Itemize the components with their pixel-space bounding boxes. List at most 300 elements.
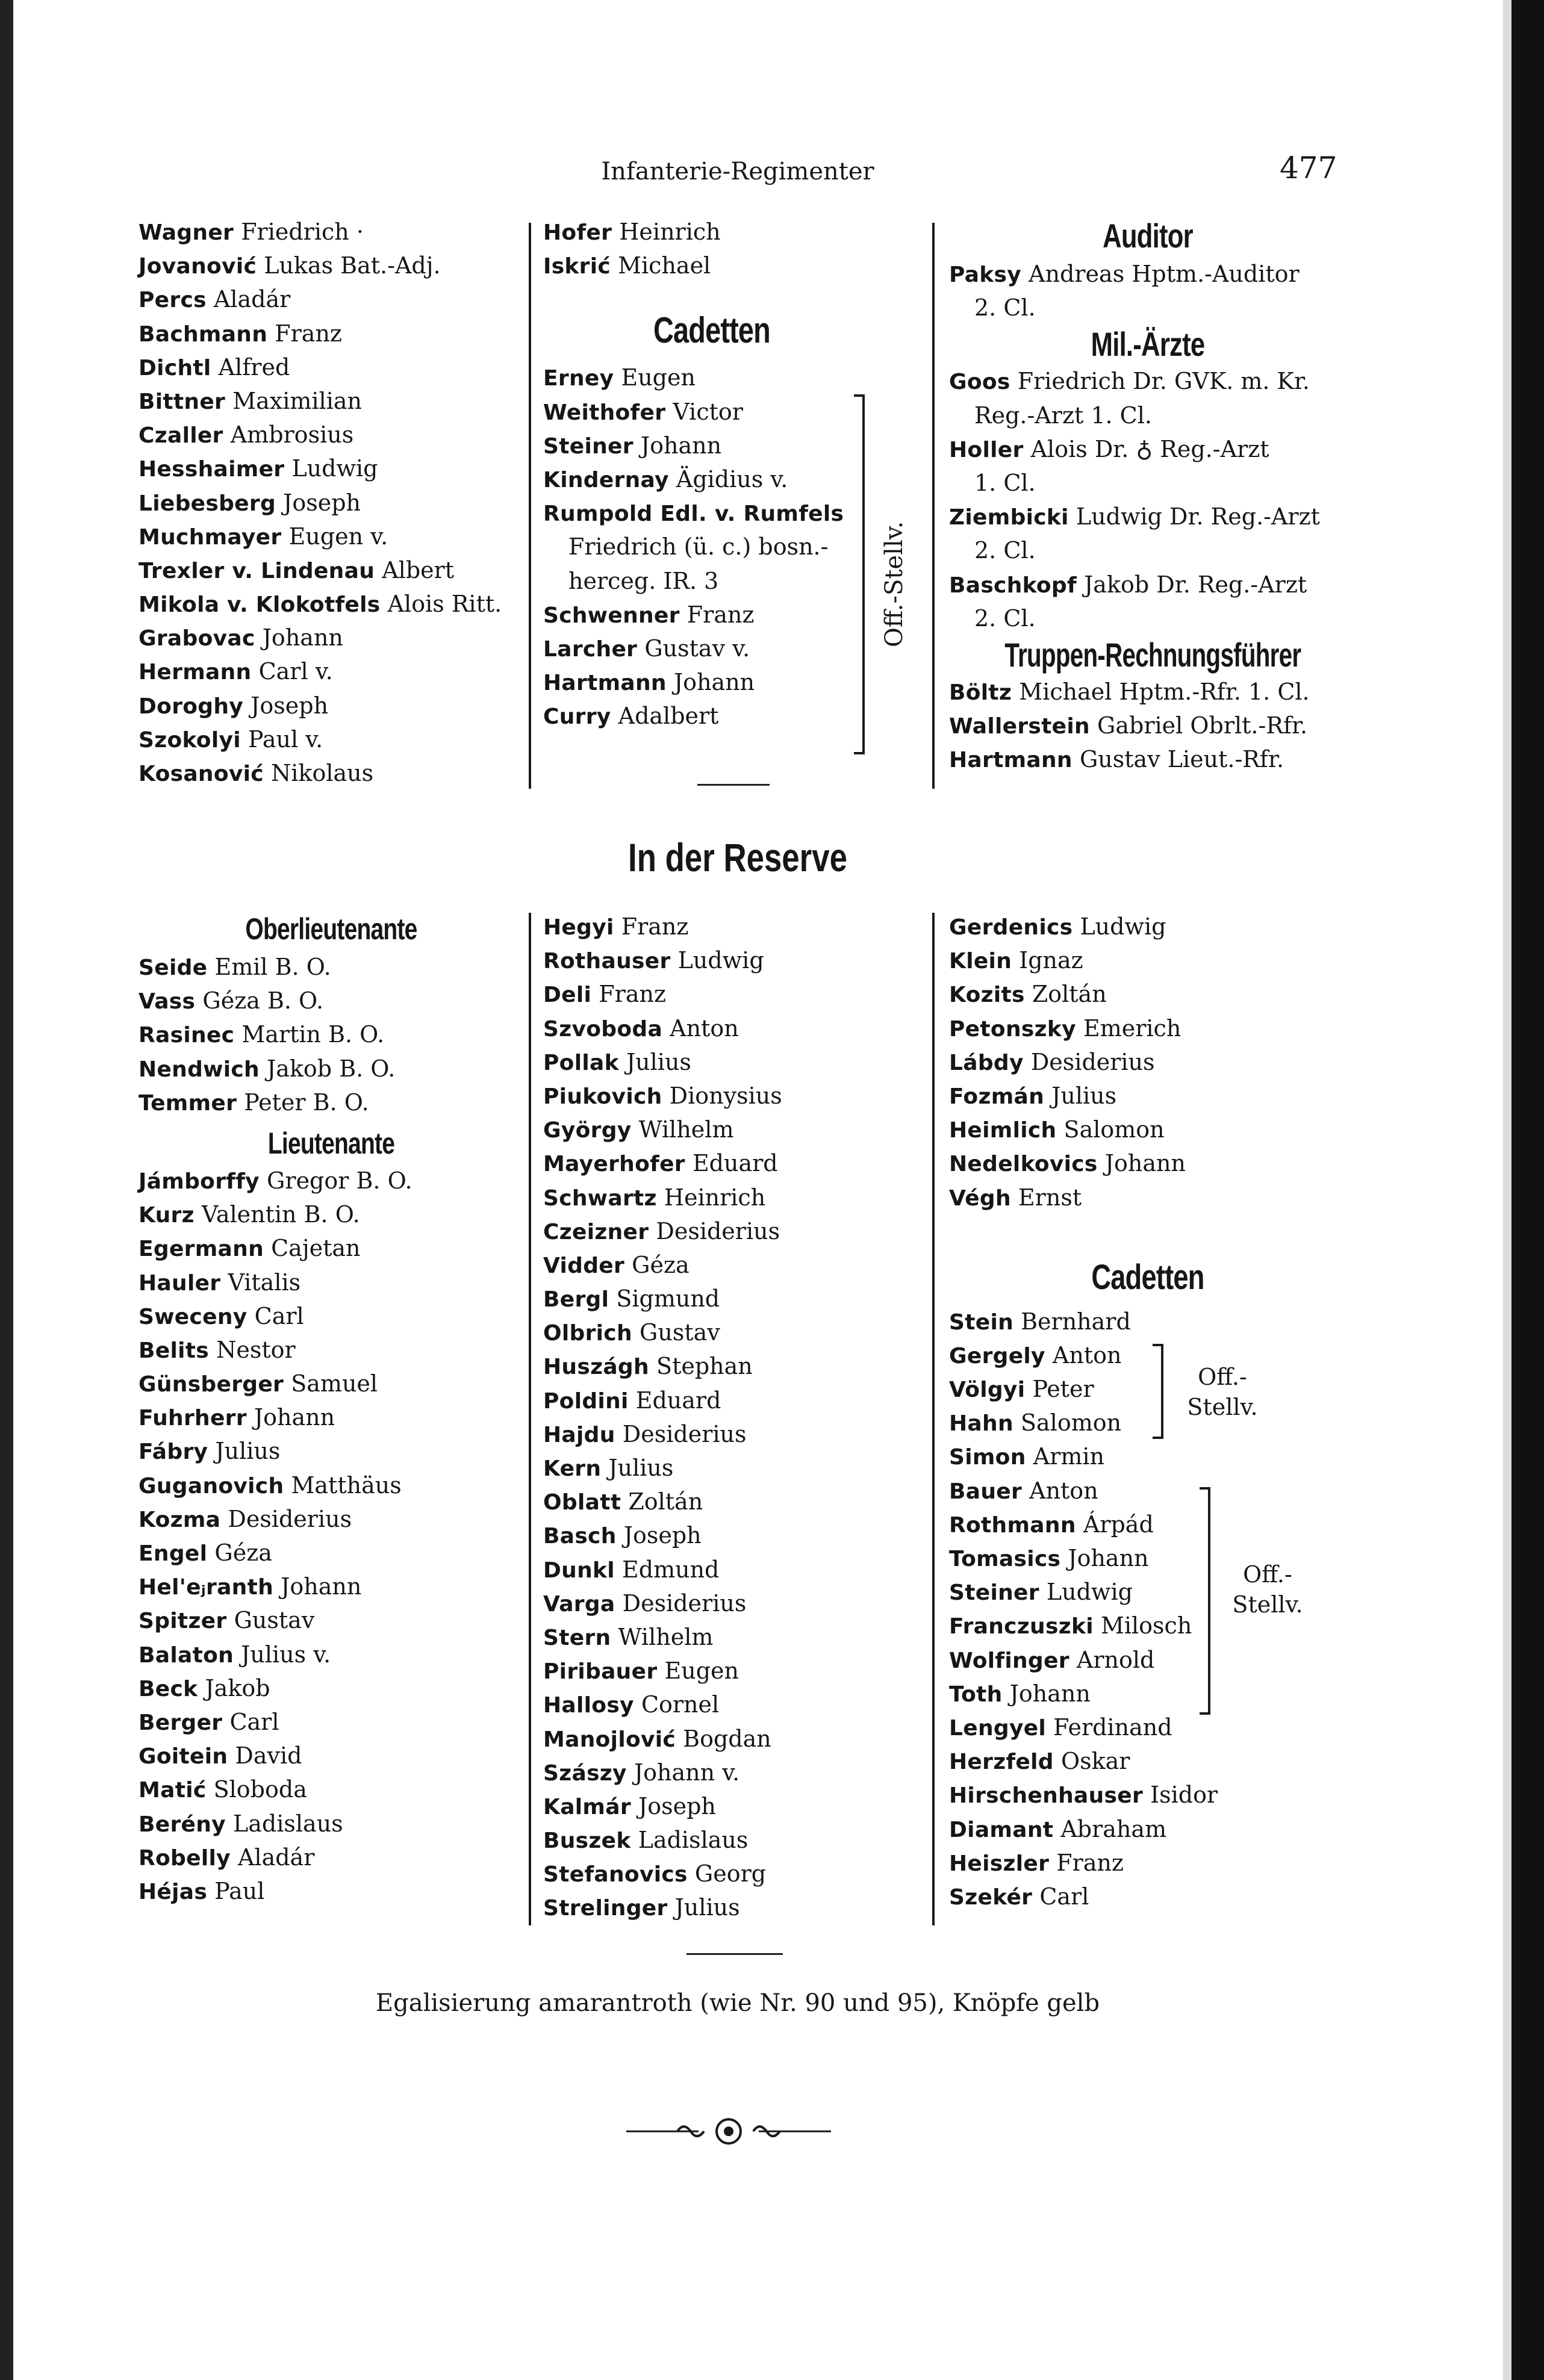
entry-surname: Weithofer: [543, 400, 666, 425]
entry-surname: Kozma: [139, 1507, 221, 1532]
entry-given-name: Michael Hptm.-Rfr. 1. Cl.: [1019, 678, 1310, 705]
entry-surname: Stern: [543, 1625, 611, 1650]
entry-given-name: Franz: [275, 320, 342, 347]
entry-given-name: Paul v.: [247, 725, 323, 753]
entry-surname: Sweceny: [139, 1304, 247, 1329]
column-divider: [529, 223, 531, 789]
entry-given-name: Carl: [229, 1708, 279, 1735]
entry-line: [949, 1146, 1346, 1180]
entry-line: [949, 257, 1346, 291]
entry-given-name: Edmund: [622, 1556, 720, 1583]
off-stellv-label: Off.- Stellv.: [1187, 1364, 1258, 1420]
entry-surname: Vidder: [543, 1253, 625, 1278]
entry-line: [139, 722, 524, 756]
entry-given-name: Sigmund: [616, 1285, 720, 1313]
entry-line: [139, 587, 524, 621]
entry-line: [543, 361, 880, 394]
name-list: [949, 675, 1346, 777]
entry-given-name: Zoltán: [1032, 981, 1107, 1008]
top-column-2: [543, 215, 880, 733]
entry-line: [949, 1305, 1346, 1338]
entry-given-name: Carl: [1039, 1883, 1089, 1910]
entry-given-name: Bogdan: [683, 1725, 771, 1752]
entry-surname: Szokolyi: [139, 727, 241, 753]
entry-surname: Oblatt: [543, 1490, 621, 1515]
entry-line: [543, 1654, 904, 1688]
entry-line: [543, 1181, 904, 1214]
entry-given-name: 1. Cl.: [974, 469, 1036, 496]
entry-given-name: Anton: [1052, 1341, 1122, 1369]
entry-line: [139, 1400, 524, 1434]
entry-line: [543, 1789, 904, 1823]
top-column-3: [949, 215, 1346, 776]
name-list: [949, 257, 1346, 325]
entry-surname: Steiner: [543, 433, 633, 459]
entry-line: [949, 291, 1346, 325]
entry-surname: Dichtl: [139, 355, 211, 381]
entry-line: [139, 1164, 524, 1198]
column-divider: [932, 913, 935, 1925]
entry-given-name: Joseph: [283, 489, 361, 516]
entry-surname: Robelly: [139, 1845, 231, 1871]
entry-surname: Hermann: [139, 660, 252, 685]
entry-surname: Heimlich: [949, 1118, 1057, 1143]
entry-surname: Böltz: [949, 680, 1012, 705]
entry-given-name: Emerich: [1083, 1014, 1181, 1042]
entry-line: [949, 364, 1346, 398]
entry-given-name: Julius: [674, 1894, 740, 1921]
entry-given-name: Eugen v.: [288, 523, 388, 550]
entry-line: [139, 1502, 524, 1536]
entry-given-name: Johann: [262, 624, 343, 651]
bracket: [1153, 1344, 1163, 1439]
entry-line: [543, 1417, 904, 1451]
entry-surname: Wallerstein: [949, 714, 1090, 739]
name-list: [543, 910, 904, 1925]
entry-given-name: Wilhelm: [618, 1623, 714, 1650]
entry-line: [949, 533, 1346, 567]
entry-line: [543, 395, 880, 429]
entry-given-name: Andreas Hptm.-Auditor: [1029, 261, 1300, 287]
entry-surname: Engel: [139, 1541, 208, 1566]
entry-given-name: 2. Cl.: [974, 537, 1036, 564]
entry-surname: Baschkopf: [949, 573, 1077, 598]
entry-line: [139, 1874, 524, 1908]
entry-surname: Szekér: [949, 1884, 1033, 1910]
entry-line: [139, 1671, 524, 1705]
entry-given-name: Eduard: [692, 1150, 778, 1177]
entry-line: [139, 1086, 524, 1119]
entry-line: [949, 500, 1346, 533]
entry-line: [543, 1891, 904, 1924]
entry-given-name: Ignaz: [1019, 947, 1083, 974]
entry-surname: Gergely: [949, 1343, 1045, 1369]
entry-line: [949, 742, 1346, 776]
entry-surname: Curry: [543, 704, 611, 730]
entry-line: [949, 1181, 1346, 1214]
name-list: [139, 950, 524, 1119]
entry-line: [949, 1113, 1346, 1146]
entry-given-name: Milosch: [1100, 1612, 1192, 1639]
entry-surname: Buszek: [543, 1828, 631, 1854]
entry-line: [139, 1367, 524, 1400]
entry-given-name: Joseph: [251, 692, 329, 719]
page-number: 477: [1280, 151, 1337, 185]
entry-line: [543, 1045, 904, 1079]
entry-given-name: Alois Ritt.: [387, 591, 502, 618]
entry-line: [139, 553, 524, 587]
entry-given-name: Heinrich: [664, 1184, 766, 1211]
entry-given-name: Cornel: [641, 1691, 720, 1718]
entry-surname: Mikola v. Klokotfels: [139, 592, 381, 618]
entry-line: [543, 1079, 904, 1113]
entry-surname: Piukovich: [543, 1084, 662, 1109]
entry-surname: Manojlović: [543, 1727, 676, 1752]
entry-surname: Czeizner: [543, 1219, 649, 1244]
entry-line: [139, 1739, 524, 1773]
entry-given-name: Johann: [1009, 1680, 1091, 1707]
entry-line: [949, 943, 1346, 977]
entry-line: [139, 350, 524, 384]
entry-given-name: Stephan: [656, 1353, 753, 1380]
entry-line: [543, 943, 904, 977]
entry-given-name: Desiderius: [1030, 1048, 1155, 1075]
entry-surname: Bittner: [139, 389, 226, 414]
entry-given-name: Gustav: [234, 1607, 315, 1634]
entry-line: [949, 977, 1346, 1011]
entry-given-name: Gabriel Obrlt.-Rfr.: [1097, 712, 1308, 739]
entry-surname: Berger: [139, 1710, 223, 1735]
entry-surname: Goitein: [139, 1744, 228, 1769]
entry-given-name: Eugen: [621, 364, 696, 391]
entry-surname: Hirschenhauser: [949, 1783, 1144, 1809]
entry-surname: Tomasics: [949, 1547, 1061, 1571]
entry-given-name: Vitalis: [228, 1269, 301, 1296]
entry-line: [949, 1045, 1346, 1079]
entry-line: [139, 1299, 524, 1333]
entry-given-name: Carl: [254, 1302, 304, 1329]
entry-line: [543, 1011, 904, 1045]
entry-surname: Fuhrherr: [139, 1406, 247, 1431]
bottom-column-2: [543, 910, 904, 1925]
entry-line: [139, 249, 524, 282]
entry-line: [543, 1857, 904, 1891]
entry-surname: Klein: [949, 949, 1012, 974]
entry-line: [139, 950, 524, 984]
entry-line: [949, 1474, 1346, 1508]
entry-given-name: Jakob: [205, 1674, 270, 1701]
entry-surname: Varga: [543, 1591, 615, 1617]
entry-surname: Erney: [543, 366, 614, 391]
entry-line: [139, 1536, 524, 1570]
entry-given-name: Jakob Dr. Reg.-Arzt: [1084, 571, 1307, 598]
entry-surname: Deli: [543, 983, 592, 1008]
running-title: Infanterie-Regimenter: [601, 158, 874, 185]
entry-line: [139, 486, 524, 520]
entry-given-name: Ambrosius: [230, 421, 354, 449]
entry-line: [543, 215, 880, 249]
entry-line: [139, 1773, 524, 1806]
entry-given-name: Emil B. O.: [214, 954, 331, 980]
entry-surname: Czaller: [139, 423, 223, 449]
section-heading-oberlieutenante: Oberlieutenante: [245, 912, 417, 946]
entry-surname: Belits: [139, 1338, 209, 1363]
scan-edge-left: [0, 0, 13, 2380]
entry-given-name: Ladislaus: [638, 1827, 749, 1854]
entry-surname: Hallosy: [543, 1693, 634, 1718]
entry-surname: Balaton: [139, 1642, 234, 1668]
entry-given-name: Peter: [1032, 1376, 1094, 1403]
entry-surname: Paksy: [949, 263, 1022, 287]
section-heading-cadetten: Cadetten: [653, 310, 770, 351]
entry-line: [543, 564, 880, 598]
entry-given-name: Isidor: [1150, 1782, 1218, 1809]
footer-note: Egalisierung amarantroth (wie Nr. 90 und 95), Knöpfe gelb: [375, 1989, 1100, 2017]
entry-surname: Dunkl: [543, 1558, 615, 1583]
entry-surname: Berény: [139, 1812, 226, 1837]
entry-given-name: Gustav Lieut.-Rfr.: [1079, 746, 1284, 773]
entry-surname: Kindernay: [543, 467, 669, 492]
entry-line: [543, 1316, 904, 1349]
entry-line: [543, 1620, 904, 1654]
entry-surname: Szvoboda: [543, 1016, 663, 1042]
name-list: [543, 361, 880, 733]
entry-given-name: Oskar: [1060, 1748, 1130, 1775]
entry-line: [949, 675, 1346, 709]
entry-line: [543, 1282, 904, 1316]
entry-given-name: 2. Cl.: [974, 294, 1036, 322]
entry-surname: Goos: [949, 370, 1010, 395]
entry-surname: Egermann: [139, 1237, 264, 1262]
entry-line: [949, 1710, 1346, 1744]
entry-line: [949, 1079, 1346, 1113]
entry-line: [543, 1823, 904, 1857]
entry-surname: Schwartz: [543, 1185, 657, 1211]
entry-given-name: Maximilian: [232, 387, 362, 414]
entry-line: [139, 1468, 524, 1502]
entry-surname: Pollak: [543, 1050, 619, 1075]
off-stellv-label: Off.-Stellv.: [880, 521, 908, 647]
entry-given-name: Alois Dr. ♁ Reg.-Arzt: [1030, 435, 1269, 462]
entry-surname: Muchmayer: [139, 524, 282, 550]
entry-surname: Kurz: [139, 1203, 195, 1228]
entry-given-name: Johann: [640, 432, 722, 459]
entry-given-name: herceg. IR. 3: [568, 567, 719, 594]
entry-line: [139, 384, 524, 418]
entry-given-name: Desiderius: [622, 1589, 747, 1617]
entry-line: [949, 601, 1346, 635]
entry-given-name: Heinrich: [619, 219, 721, 245]
entry-given-name: Arnold: [1076, 1646, 1155, 1673]
entry-surname: Toth: [949, 1682, 1003, 1707]
entry-given-name: Ernst: [1018, 1184, 1082, 1211]
entry-surname: Seide: [139, 955, 208, 980]
entry-line: [543, 632, 880, 665]
entry-given-name: Julius: [608, 1455, 674, 1481]
entry-given-name: Johann: [281, 1573, 362, 1600]
entry-line: [139, 1705, 524, 1739]
entry-given-name: Julius: [215, 1438, 281, 1465]
entry-given-name: Ladislaus: [233, 1810, 343, 1837]
entry-line: [543, 1722, 904, 1756]
entry-surname: Hesshaimer: [139, 457, 285, 482]
entry-surname: Mayerhofer: [543, 1152, 685, 1177]
entry-surname: Steiner: [949, 1580, 1039, 1606]
section-heading-rechnungsfuehrer: Truppen-Rechnungsführer: [1004, 635, 1301, 674]
entry-line: [949, 1880, 1346, 1913]
entry-surname: Matić: [139, 1778, 207, 1803]
entry-line: [949, 1812, 1346, 1846]
entry-surname: Végh: [949, 1185, 1011, 1211]
entry-given-name: Johann v.: [633, 1759, 740, 1786]
entry-surname: Herzfeld: [949, 1750, 1054, 1775]
entry-surname: Holler: [949, 437, 1024, 462]
scan-edge-right: [1511, 0, 1544, 2380]
entry-given-name: Wilhelm: [638, 1116, 734, 1143]
entry-given-name: Armin: [1033, 1443, 1105, 1470]
entry-line: [139, 689, 524, 722]
entry-line: [949, 1372, 1346, 1406]
entry-surname: Fábry: [139, 1440, 208, 1465]
entry-given-name: Eduard: [635, 1387, 721, 1414]
entry-given-name: Sloboda: [213, 1776, 307, 1803]
entry-line: [543, 1248, 904, 1282]
entry-line: [949, 1846, 1346, 1880]
entry-surname: Kosanović: [139, 762, 264, 786]
entry-surname: Schwenner: [543, 603, 680, 628]
entry-line: [139, 1841, 524, 1874]
entry-line: [543, 910, 904, 943]
bracket: [1200, 1487, 1210, 1715]
entry-given-name: Friedrich (ü. c.) bosn.-: [568, 533, 829, 561]
entry-surname: Günsberger: [139, 1372, 284, 1397]
entry-line: [543, 1688, 904, 1721]
entry-surname: Szászy: [543, 1760, 627, 1786]
entry-given-name: Desiderius: [622, 1420, 747, 1447]
entry-surname: Nendwich: [139, 1057, 260, 1082]
off-stellv-label: Off.- Stellv.: [1232, 1561, 1303, 1618]
entry-given-name: Ludwig: [291, 455, 378, 482]
top-column-1: [139, 215, 524, 790]
entry-line: [949, 466, 1346, 500]
entry-surname: Hauler: [139, 1270, 221, 1296]
entry-line: [543, 1756, 904, 1789]
entry-line: [949, 1643, 1346, 1677]
entry-given-name: Johann: [1104, 1150, 1186, 1177]
entry-line: [949, 1744, 1346, 1778]
entry-given-name: Ludwig Dr. Reg.-Arzt: [1076, 503, 1320, 530]
entry-line: [139, 984, 524, 1018]
entry-given-name: Paul: [214, 1877, 265, 1904]
entry-given-name: Nikolaus: [271, 760, 374, 786]
entry-line: [543, 1146, 904, 1180]
entry-line: [139, 317, 524, 350]
entry-given-name: Reg.-Arzt 1. Cl.: [974, 402, 1152, 429]
entry-surname: Kozits: [949, 983, 1025, 1008]
entry-given-name: Abraham: [1060, 1815, 1167, 1842]
entry-surname: Doroghy: [139, 694, 244, 719]
entry-surname: Kalmár: [543, 1794, 631, 1819]
entry-given-name: Cajetan: [271, 1235, 361, 1262]
entry-surname: Wagner: [139, 220, 234, 245]
entry-surname: Völgyi: [949, 1378, 1026, 1403]
entry-line: [543, 598, 880, 632]
entry-given-name: Desiderius: [656, 1217, 780, 1244]
entry-line: [543, 462, 880, 496]
entry-surname: Stefanovics: [543, 1862, 688, 1888]
entry-surname: Temmer: [139, 1090, 237, 1116]
entry-surname: Hahn: [949, 1411, 1013, 1437]
entry-given-name: Franz: [599, 981, 666, 1008]
entry-surname: Basch: [543, 1524, 617, 1549]
entry-surname: Hegyi: [543, 915, 614, 940]
entry-given-name: David: [235, 1742, 302, 1769]
entry-surname: Rothauser: [543, 949, 671, 974]
entry-line: [139, 520, 524, 553]
entry-given-name: Gustav: [639, 1319, 720, 1346]
entry-line: [543, 1451, 904, 1485]
entry-given-name: Salomon: [1020, 1409, 1122, 1437]
entry-given-name: Dionysius: [669, 1082, 782, 1109]
bottom-column-3: [949, 910, 1346, 1913]
entry-surname: Franczuszki: [949, 1614, 1094, 1639]
entry-surname: Nedelkovics: [949, 1152, 1098, 1177]
entry-given-name: Ägidius v.: [676, 465, 788, 492]
entry-given-name: Julius v.: [241, 1641, 331, 1668]
entry-line: [949, 1011, 1346, 1045]
entry-line: [139, 452, 524, 485]
entry-surname: Hartmann: [949, 748, 1072, 773]
entry-given-name: Desiderius: [228, 1505, 352, 1532]
bottom-column-1: [139, 908, 524, 1908]
entry-surname: Beck: [139, 1676, 198, 1701]
entry-given-name: Albert: [382, 556, 455, 583]
entry-line: [139, 1603, 524, 1637]
entry-line: [139, 1570, 524, 1603]
entry-given-name: Salomon: [1063, 1116, 1165, 1143]
name-list: [949, 910, 1346, 1214]
entry-surname: Strelinger: [543, 1896, 668, 1921]
entry-given-name: Valentin B. O.: [201, 1201, 360, 1228]
entry-given-name: Árpád: [1083, 1511, 1154, 1538]
entry-line: [543, 530, 880, 564]
entry-surname: Poldini: [543, 1388, 629, 1414]
entry-surname: Lábdy: [949, 1050, 1024, 1075]
name-list: [543, 215, 880, 282]
entry-given-name: Ludwig: [1080, 913, 1166, 940]
entry-given-name: Julius: [626, 1048, 691, 1075]
entry-line: [949, 1338, 1346, 1372]
entry-line: [139, 621, 524, 654]
entry-surname: Hofer: [543, 220, 612, 245]
entry-surname: Hel'eⱼranth: [139, 1575, 274, 1600]
entry-surname: Guganovich: [139, 1473, 284, 1499]
ornament-icon: [626, 2113, 831, 2149]
entry-surname: Huszágh: [543, 1355, 649, 1380]
entry-given-name: Ludwig: [677, 947, 764, 974]
entry-line: [139, 215, 524, 249]
entry-surname: Percs: [139, 288, 207, 313]
entry-given-name: Carl v.: [258, 658, 333, 685]
entry-surname: Piribauer: [543, 1659, 658, 1685]
entry-given-name: Martin B. O.: [241, 1021, 385, 1048]
entry-surname: Simon: [949, 1445, 1026, 1470]
entry-line: [543, 1214, 904, 1248]
entry-line: [139, 1638, 524, 1671]
entry-line: [543, 496, 880, 530]
entry-surname: Vass: [139, 989, 196, 1014]
entry-surname: Larcher: [543, 636, 638, 662]
